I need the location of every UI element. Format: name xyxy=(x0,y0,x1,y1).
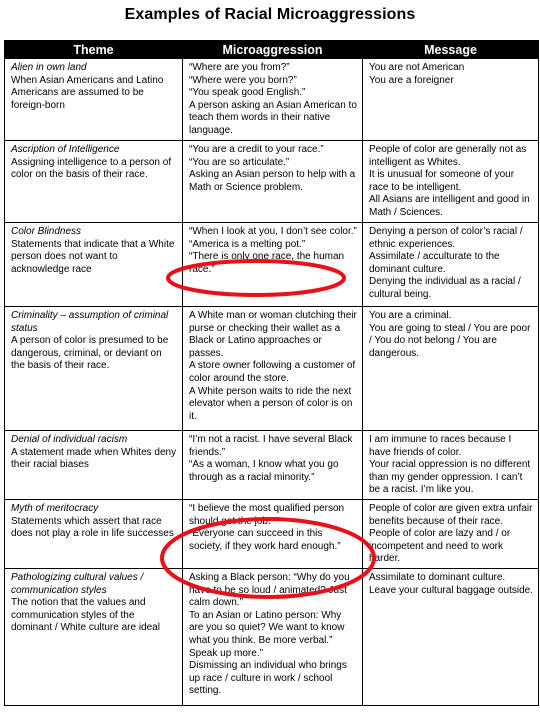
microaggression-line: “Where were you born?” xyxy=(189,74,297,86)
theme-description: Statements which assert that race does not play a role in life successes xyxy=(11,515,174,540)
message-line: You are a criminal. xyxy=(369,310,452,321)
microaggression-line: “As a woman, I know what you go through as a racial minority.” xyxy=(189,459,339,483)
microaggression-line: “Where are you from?” xyxy=(189,62,290,73)
message-line: You are a foreigner xyxy=(369,74,454,86)
microaggression-line: “I’m not a racist. I have several Black friends.” xyxy=(189,434,353,458)
theme-description: The notion that the values and communication styles of the dominant / White culture are ideal xyxy=(11,597,160,634)
message-line: Leave your cultural baggage outside. xyxy=(369,584,534,596)
microaggression-line: A store owner following a customer of color around the store. xyxy=(189,360,356,384)
microaggression-line: Asking an Asian person to help with a Math or Science problem. xyxy=(189,169,356,193)
header-microaggression: Microaggression xyxy=(183,41,363,59)
message-line: You are not American xyxy=(369,62,465,73)
message-line: People of color are given extra unfair benefits because of their race. xyxy=(369,503,533,527)
message-line: People of color are generally not as intelligent as Whites. xyxy=(369,144,527,168)
message-line: All Asians are intelligent and good in Math / Sciences. xyxy=(369,194,530,218)
theme-description: Statements that indicate that a White person does not want to acknowledge race xyxy=(11,238,175,275)
message-line: Denying the individual as a racial / cultural being. xyxy=(369,276,521,300)
theme-description: A person of color is presumed to be dangerous, criminal, or deviant on the basis of their race. xyxy=(11,335,169,372)
theme-title: Myth of meritocracy xyxy=(11,503,99,514)
message-line: Your racial oppression is no different than my gender oppression. I can’t be a racist. I’m like you. xyxy=(369,459,531,496)
microaggression-line: A person asking an Asian American to teach them words in their native language. xyxy=(189,99,357,136)
message-line: Denying a person of color’s racial / ethnic experiences. xyxy=(369,226,523,250)
theme-title: Denial of individual racism xyxy=(11,434,128,445)
microaggression-line: Dismissing an individual who brings up race / culture in work / school setting. xyxy=(189,660,347,697)
microaggression-line: “Everyone can succeed in this society, if they work hard enough.” xyxy=(189,528,341,552)
message-line: Assimilate / acculturate to the dominant culture. xyxy=(369,251,500,275)
message-line: Assimilate to dominant culture. xyxy=(369,572,506,583)
theme-description: Assigning intelligence to a person of color on the basis of their race. xyxy=(11,156,172,181)
theme-title: Pathologizing cultural values / communication styles xyxy=(11,572,144,596)
microaggression-line: To an Asian or Latino person: Why are you so quiet? We want to know what you think. Be more verbal.” Speak up more.” xyxy=(189,609,345,659)
microaggression-line: “I believe the most qualified person should get the job.” xyxy=(189,503,345,527)
microaggression-line: “When I look at you, I don’t see color.” xyxy=(189,226,357,237)
microaggression-line: “There is only one race, the human race.” xyxy=(189,251,345,275)
microaggression-line: Asking a Black person: “Why do you have to be so loud / animated? Just calm down.” xyxy=(189,572,350,609)
microaggression-line: A White man or woman clutching their purse or checking their wallet as a Black or Latino approaches or passes. xyxy=(189,310,357,359)
theme-title: Color Blindness xyxy=(11,226,82,237)
microaggression-line: “You are a credit to your race.” xyxy=(189,144,324,155)
message-line: I am immune to races because I have friends of color. xyxy=(369,434,512,458)
theme-title: Criminality – assumption of criminal status xyxy=(11,310,169,334)
header-theme: Theme xyxy=(5,41,183,59)
theme-title: Alien in own land xyxy=(11,62,87,73)
red-circle-annotation xyxy=(162,519,374,597)
theme-description: A statement made when Whites deny their racial biases xyxy=(11,446,177,471)
microaggression-line: “You are so articulate.” xyxy=(189,156,290,168)
theme-description: When Asian Americans and Latino Americans are assumed to be foreign-born xyxy=(11,74,164,111)
message-line: It is unusual for someone of your race to be intelligent. xyxy=(369,169,515,193)
message-line: You are going to steal / You are poor / You do not belong / You are dangerous. xyxy=(369,322,531,359)
header-message: Message xyxy=(363,41,539,59)
theme-title: Ascription of Intelligence xyxy=(11,144,120,155)
page-title: Examples of Racial Microaggressions xyxy=(124,6,416,23)
microaggression-line: “You speak good English.” xyxy=(189,87,306,99)
microaggression-line: A White person waits to ride the next elevator when a person of color is on it. xyxy=(189,385,353,422)
microaggression-line: “America is a melting pot.” xyxy=(189,238,306,250)
red-circle-annotation xyxy=(168,261,344,295)
message-line: People of color are lazy and / or incompetent and need to work harder. xyxy=(369,528,511,565)
